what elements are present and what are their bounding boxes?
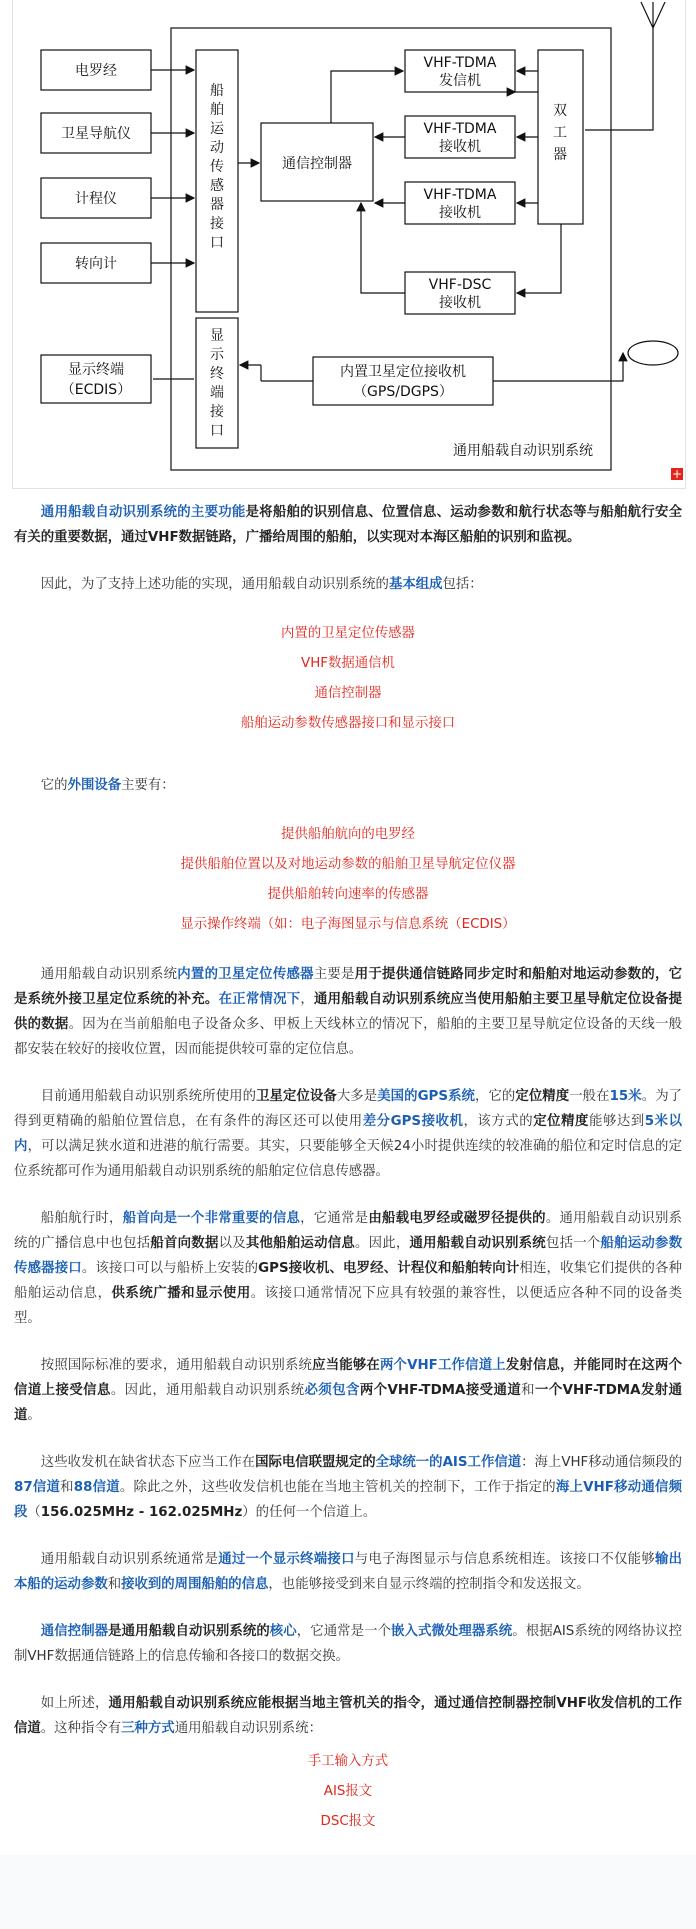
- list-components: [14, 619, 682, 739]
- list-item: VHF数据通信机: [301, 656, 395, 671]
- vhf-rx1-label-2: 接收机: [439, 139, 481, 155]
- system-label: 通用船载自动识别系统: [453, 443, 593, 459]
- paragraph-main-function: 通用船载自动识别系统的主要功能是将船舶的识别信息、位置信息、运动参数和航行状态等与船舶航行安全有关的重要数据，通过VHF数据链路，广播给周围的船舶，以实现对本海区船舶的识别和监视。: [14, 505, 683, 545]
- footer-band: [0, 1855, 696, 1929]
- paragraph-heading-sensor: 船舶航行时，船首向是一个非常重要的信息，它通常是由船载电罗经或磁罗径提供的。通用船载自动识别系统的广播信息中也包括船首向数据以及其他船舶运动信息。因此，通用船载自动识别系统包括一个船舶运动参数传感器接口。该接口可以与船桥上安装的GPS接收机、电罗经、计程仪和船舶转向计相连，收集它们提供的各种船舶运动信息，供系统广播和显示使用。该接口通常情况下应具有较强的兼容性，以便适应各种不同的设备类型。: [14, 1211, 683, 1326]
- gps-receiver-label: 内置卫星定位接收机: [340, 364, 466, 380]
- list-control-modes: [14, 1747, 682, 1837]
- expand-image-button[interactable]: +: [671, 467, 683, 481]
- gps-receiver-sub: （GPS/DGPS）: [353, 384, 453, 400]
- list-item: AIS报文: [323, 1784, 373, 1799]
- list-item: 通信控制器: [314, 686, 382, 701]
- sensor-label-log: 计程仪: [75, 191, 117, 207]
- list-peripherals: [14, 820, 682, 940]
- paragraph-peripherals: 它的外围设备主要有：: [40, 778, 175, 793]
- paragraph-composition: 因此，为了支持上述功能的实现，通用船载自动识别系统的基本组成包括：: [40, 577, 483, 592]
- list-item: 提供船舶转向速率的传感器: [267, 887, 429, 902]
- vhf-dsc-label-1: VHF-DSC: [428, 277, 492, 293]
- display-terminal-sub: （ECDIS）: [60, 382, 132, 398]
- list-item: 显示操作终端（如：电子海图显示与信息系统（ECDIS）: [180, 917, 516, 932]
- paragraph-comm-controller: 通信控制器是通用船载自动识别系统的核心，它通常是一个嵌入式微处理器系统。根据AIS系统的网络协议控制VHF数据通信链路上的信息传输和各接口的数据交换。: [14, 1624, 683, 1664]
- vhf-rx2-label-2: 接收机: [439, 205, 481, 221]
- vhf-dsc-label-2: 接收机: [439, 295, 481, 311]
- list-item: 手工输入方式: [307, 1754, 389, 1769]
- list-item: 提供船舶位置以及对地运动参数的船舶卫星导航定位仪器: [180, 857, 516, 872]
- vhf-rx2-label-1: VHF-TDMA: [423, 187, 497, 203]
- paragraph-ais-channels: 这些收发机在缺省状态下应当工作在国际电信联盟规定的全球统一的AIS工作信道：海上VHF移动通信频段的87信道和88信道。除此之外，这些收发信机也能在当地主管机关的控制下，工作于指定的海上VHF移动通信频段（156.025MHz - 162.025MHz）的任何一个信道上。: [14, 1455, 683, 1520]
- paragraph-gps-sensor: 通用船载自动识别系统内置的卫星定位传感器主要是用于提供通信链路同步定时和船舶对地运动参数的，它是系统外接卫星定位系统的补充。在正常情况下，通用船载自动识别系统应当使用船舶主要卫星导航定位设备提供的数据。因为在当前船舶电子设备众多、甲板上天线林立的情况下，船舶的主要卫星导航定位设备的天线一般都安装在较好的接收位置，因而能提供较可靠的定位信息。: [14, 967, 683, 1057]
- paragraph-vhf-channels: 按照国际标准的要求，通用船载自动识别系统应当能够在两个VHF工作信道上发射信息，并能同时在这两个信道上接受信息。因此，通用船载自动识别系统必须包含两个VHF-TDMA接受通道和一个VHF-TDMA发射通道。: [14, 1358, 683, 1423]
- vhf-antenna-feed: [585, 28, 653, 130]
- sensor-label-satnav: 卫星导航仪: [61, 126, 131, 142]
- display-interface-label: 显示终端接口: [210, 328, 224, 439]
- paragraph-control-modes: 如上所述，通用船载自动识别系统应能根据当地主管机关的指令，通过通信控制器控制VHF收发信机的工作信道。这种指令有三种方式通用船载自动识别系统：: [14, 1696, 683, 1736]
- comm-controller-label: 通信控制器: [282, 156, 352, 172]
- duplexer-label: 双工器: [553, 103, 567, 163]
- sensor-interface-label: 船舶运动传感器接口: [210, 83, 224, 251]
- display-terminal-label: 显示终端: [68, 362, 124, 378]
- vhf-rx1-label-1: VHF-TDMA: [423, 121, 497, 137]
- paragraph-gps-precision: 目前通用船载自动识别系统所使用的卫星定位设备大多是美国的GPS系统，它的定位精度一般在15米。为了得到更精确的船舶位置信息，在有条件的海区还可以使用差分GPS接收机，该方式的定位精度能够达到5米以内，可以满足狭水道和进港的航行需要。其实，只要能够全天候24小时提供连续的较准确的船位和定时信息的定位系统都可作为通用船载自动识别系统的船舶定位信息传感器。: [14, 1089, 683, 1179]
- paragraph-display-interface: 通用船载自动识别系统通常是通过一个显示终端接口与电子海图显示与信息系统相连。该接口不仅能够输出本船的运动参数和接收到的周围船舶的信息，也能够接受到来自显示终端的控制指令和发送报文。: [14, 1552, 683, 1592]
- ais-block-diagram: [12, 0, 686, 489]
- sensor-label-gyro: 电罗经: [75, 63, 117, 79]
- list-item: DSC报文: [320, 1814, 376, 1829]
- vhf-antenna-top: [641, 2, 665, 28]
- diagram-svg: [13, 0, 685, 488]
- vhf-tx-label-2: 发信机: [439, 73, 481, 89]
- article-body: [14, 500, 682, 1906]
- vhf-tx-label-1: VHF-TDMA: [423, 55, 497, 71]
- gps-antenna: [628, 341, 678, 365]
- list-item: 船舶运动参数传感器接口和显示接口: [240, 716, 456, 731]
- system-boundary: [171, 28, 611, 470]
- list-item: 提供船舶航向的电罗经: [281, 827, 415, 842]
- sensor-label-rot: 转向计: [75, 256, 117, 272]
- list-item: 内置的卫星定位传感器: [281, 626, 415, 641]
